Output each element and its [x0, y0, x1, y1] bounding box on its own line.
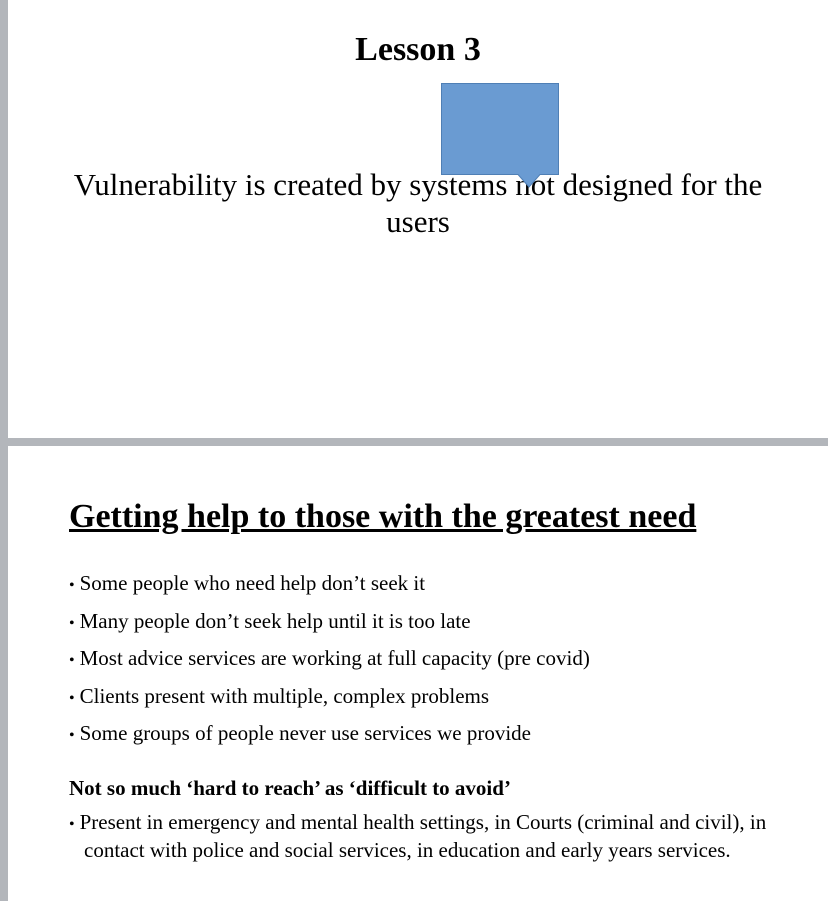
bullet-item: • Some groups of people never use services we provide [69, 716, 799, 754]
bullet-list [69, 566, 799, 754]
slide-heading: Getting help to those with the greatest need [69, 498, 697, 535]
detail-list [69, 810, 799, 863]
bullet-item: • Many people don’t seek help until it is too late [69, 604, 799, 642]
bullet-item: • Clients present with multiple, complex problems [69, 679, 799, 717]
speech-bubble-callout [441, 83, 559, 191]
detail-item: • Present in emergency and mental health settings, in Courts (criminal and civil), in contact with police and social services, in education and early years services. [69, 810, 799, 863]
slide-1 [8, 0, 828, 438]
subheading: Not so much ‘hard to reach’ as ‘difficult to avoid’ [69, 776, 511, 800]
bullet-item: • Most advice services are working at full capacity (pre covid) [69, 641, 799, 679]
tagline: Vulnerability is created by systems not designed for the users [73, 167, 763, 239]
lesson-title: Lesson 3 [355, 31, 481, 68]
slide-2 [8, 446, 828, 901]
bullet-item: • Some people who need help don’t seek it [69, 566, 799, 604]
